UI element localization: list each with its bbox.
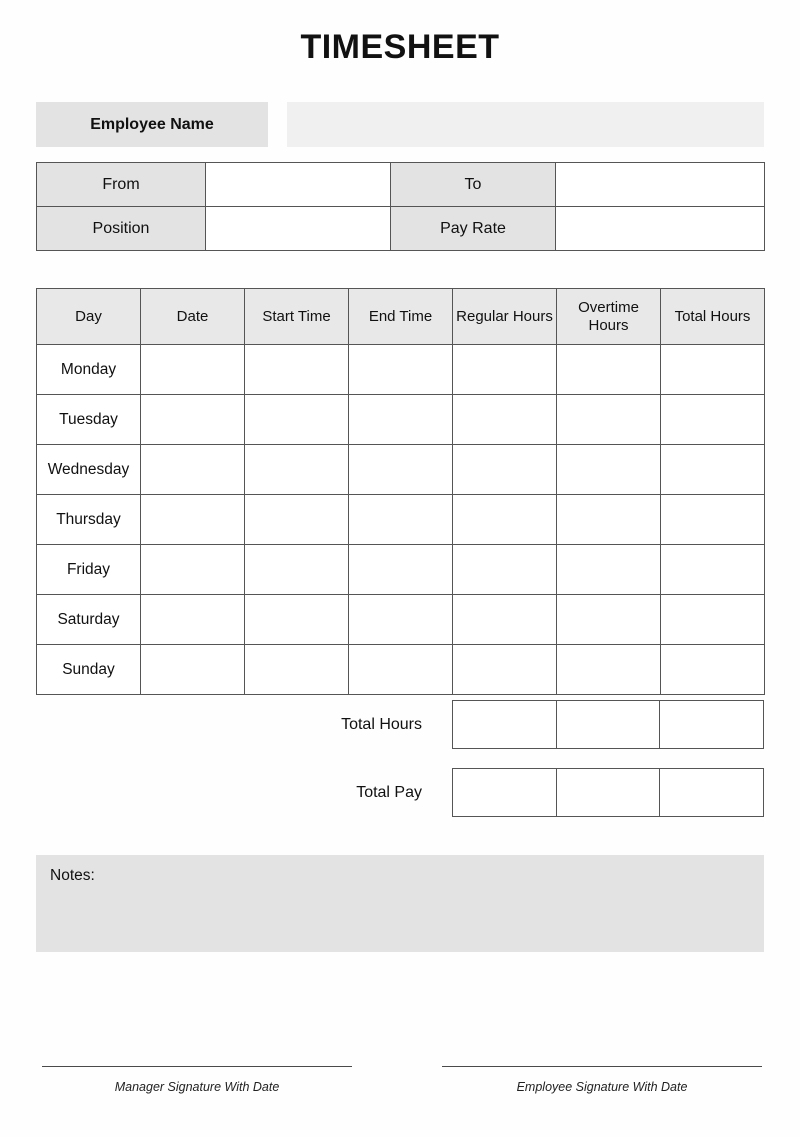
to-label: To	[391, 163, 556, 207]
cell-start-time[interactable]	[245, 595, 349, 645]
column-header-overtime-hours: Overtime Hours	[557, 289, 661, 345]
table-row	[37, 207, 765, 251]
cell-regular-hours[interactable]	[453, 395, 557, 445]
cell-date[interactable]	[141, 595, 245, 645]
cell-date[interactable]	[141, 545, 245, 595]
cell-regular-hours[interactable]	[453, 645, 557, 695]
table-row	[37, 545, 765, 595]
position-input[interactable]	[206, 207, 391, 251]
day-label-saturday: Saturday	[37, 595, 141, 645]
cell-date[interactable]	[141, 395, 245, 445]
employee-name-input[interactable]	[287, 102, 764, 147]
table-row	[37, 595, 765, 645]
cell-overtime-hours[interactable]	[557, 495, 661, 545]
cell-end-time[interactable]	[349, 595, 453, 645]
cell-start-time[interactable]	[245, 395, 349, 445]
pay-rate-input[interactable]	[556, 207, 765, 251]
cell-total-hours[interactable]	[661, 445, 765, 495]
cell-regular-hours[interactable]	[453, 545, 557, 595]
manager-signature-block	[42, 1066, 352, 1106]
table-row	[37, 345, 765, 395]
total-pay-cell-overtime[interactable]	[556, 768, 661, 817]
cell-overtime-hours[interactable]	[557, 645, 661, 695]
day-label-tuesday: Tuesday	[37, 395, 141, 445]
manager-signature-line[interactable]	[42, 1066, 352, 1067]
day-label-friday: Friday	[37, 545, 141, 595]
cell-date[interactable]	[141, 345, 245, 395]
hours-table-header-row	[37, 289, 765, 345]
cell-total-hours[interactable]	[661, 345, 765, 395]
cell-start-time[interactable]	[245, 545, 349, 595]
from-label: From	[37, 163, 206, 207]
hours-table	[36, 288, 765, 695]
day-label-thursday: Thursday	[37, 495, 141, 545]
table-row	[37, 645, 765, 695]
cell-end-time[interactable]	[349, 395, 453, 445]
cell-start-time[interactable]	[245, 345, 349, 395]
total-hours-cell-total[interactable]	[659, 700, 764, 749]
total-hours-cells	[452, 700, 764, 749]
employee-signature-line[interactable]	[442, 1066, 762, 1067]
cell-overtime-hours[interactable]	[557, 445, 661, 495]
cell-end-time[interactable]	[349, 345, 453, 395]
pay-rate-label: Pay Rate	[391, 207, 556, 251]
total-pay-row	[36, 768, 764, 817]
day-label-sunday: Sunday	[37, 645, 141, 695]
total-hours-cell-overtime[interactable]	[556, 700, 661, 749]
employee-name-label: Employee Name	[36, 102, 268, 147]
cell-end-time[interactable]	[349, 495, 453, 545]
table-row	[37, 495, 765, 545]
column-header-start-time: Start Time	[245, 289, 349, 345]
column-header-date: Date	[141, 289, 245, 345]
notes-label: Notes:	[50, 867, 95, 884]
cell-start-time[interactable]	[245, 495, 349, 545]
cell-start-time[interactable]	[245, 445, 349, 495]
employee-signature-caption: Employee Signature With Date	[516, 1080, 688, 1094]
cell-date[interactable]	[141, 445, 245, 495]
cell-overtime-hours[interactable]	[557, 595, 661, 645]
total-hours-cell-regular[interactable]	[452, 700, 557, 749]
cell-end-time[interactable]	[349, 645, 453, 695]
total-hours-row	[36, 700, 764, 749]
employee-signature-block	[442, 1066, 762, 1106]
cell-total-hours[interactable]	[661, 545, 765, 595]
column-header-end-time: End Time	[349, 289, 453, 345]
cell-overtime-hours[interactable]	[557, 395, 661, 445]
total-pay-cells	[452, 768, 764, 817]
to-input[interactable]	[556, 163, 765, 207]
manager-signature-caption: Manager Signature With Date	[114, 1080, 280, 1094]
column-header-regular-hours: Regular Hours	[453, 289, 557, 345]
cell-date[interactable]	[141, 495, 245, 545]
column-header-day: Day	[37, 289, 141, 345]
cell-overtime-hours[interactable]	[557, 545, 661, 595]
from-input[interactable]	[206, 163, 391, 207]
page-title: TIMESHEET	[300, 28, 500, 66]
cell-end-time[interactable]	[349, 545, 453, 595]
cell-regular-hours[interactable]	[453, 445, 557, 495]
cell-total-hours[interactable]	[661, 495, 765, 545]
cell-start-time[interactable]	[245, 645, 349, 695]
cell-end-time[interactable]	[349, 445, 453, 495]
total-hours-label: Total Hours	[341, 715, 422, 733]
total-pay-cell-total[interactable]	[659, 768, 764, 817]
employee-name-row	[36, 102, 764, 147]
total-pay-cell-regular[interactable]	[452, 768, 557, 817]
employment-info-table	[36, 162, 765, 251]
notes-box[interactable]	[36, 855, 764, 952]
cell-total-hours[interactable]	[661, 595, 765, 645]
cell-regular-hours[interactable]	[453, 595, 557, 645]
cell-total-hours[interactable]	[661, 645, 765, 695]
day-label-monday: Monday	[37, 345, 141, 395]
totals-section	[36, 700, 764, 836]
position-label: Position	[37, 207, 206, 251]
table-row	[37, 395, 765, 445]
cell-overtime-hours[interactable]	[557, 345, 661, 395]
day-label-wednesday: Wednesday	[37, 445, 141, 495]
cell-total-hours[interactable]	[661, 395, 765, 445]
table-row	[37, 445, 765, 495]
column-header-total-hours: Total Hours	[661, 289, 765, 345]
table-row	[37, 163, 765, 207]
total-pay-label: Total Pay	[356, 783, 422, 801]
cell-regular-hours[interactable]	[453, 495, 557, 545]
cell-regular-hours[interactable]	[453, 345, 557, 395]
cell-date[interactable]	[141, 645, 245, 695]
